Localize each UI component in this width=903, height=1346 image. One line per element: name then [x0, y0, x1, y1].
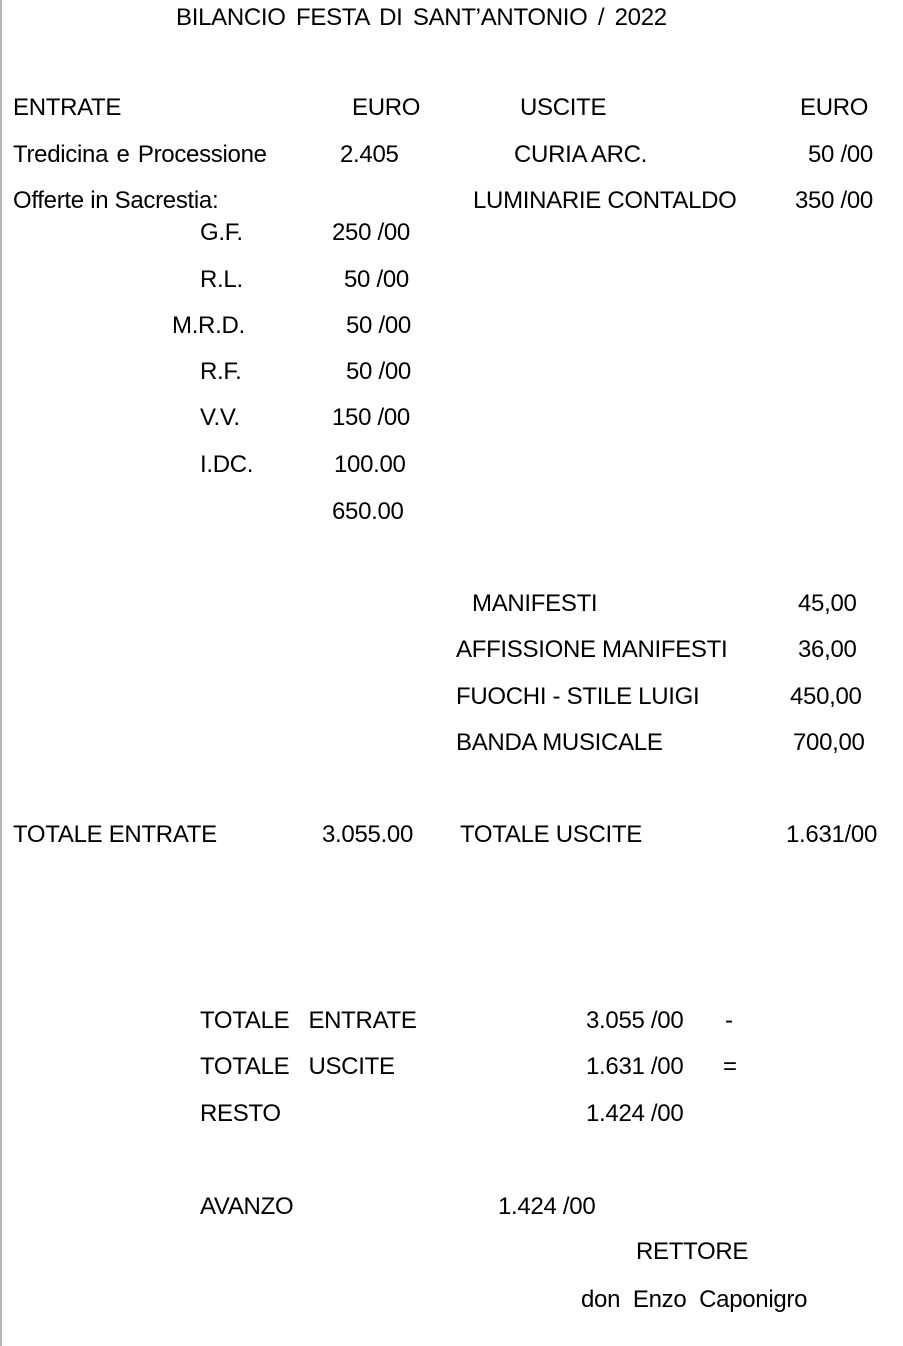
uscite-header: USCITE [520, 94, 607, 121]
summary-operator: = [723, 1053, 737, 1080]
summary-operator: - [725, 1007, 733, 1034]
uscita-value: 36,00 [798, 636, 857, 663]
tredicina-label: Tredicina e Processione [13, 141, 267, 168]
avanzo-value: 1.424 /00 [498, 1193, 596, 1220]
offerta-name: I.DC. [200, 451, 254, 478]
uscita-name: FUOCHI - STILE LUIGI [456, 683, 700, 710]
offerte-label: Offerte in Sacrestia: [13, 187, 219, 214]
page-title: BILANCIO FESTA DI SANT’ANTONIO / 2022 [176, 4, 667, 31]
offerta-value: 100.00 [334, 451, 406, 478]
entrate-header: ENTRATE [13, 94, 122, 121]
summary-label: TOTALE USCITE [200, 1053, 395, 1080]
uscita-name: BANDA MUSICALE [456, 729, 663, 756]
uscita-value: 350 /00 [795, 187, 873, 214]
page-left-border [0, 0, 2, 1346]
totale-entrate-label: TOTALE ENTRATE [13, 821, 217, 848]
offerta-name: G.F. [200, 219, 243, 246]
uscita-value: 700,00 [793, 729, 865, 756]
uscita-name: LUMINARIE CONTALDO [473, 187, 737, 214]
offerta-name: R.L. [200, 266, 243, 293]
signature-role: RETTORE [636, 1238, 749, 1265]
offerta-value: 250 /00 [332, 219, 410, 246]
uscita-value: 45,00 [798, 590, 857, 617]
offerta-name: M.R.D. [172, 312, 245, 339]
uscite-euro-header: EURO [800, 94, 869, 121]
offerta-name: V.V. [200, 404, 240, 431]
uscita-name: MANIFESTI [472, 590, 598, 617]
summary-value: 1.631 /00 [586, 1053, 684, 1080]
offerta-value: 150 /00 [332, 404, 410, 431]
offerta-value: 50 /00 [346, 358, 411, 385]
avanzo-label: AVANZO [200, 1193, 294, 1220]
uscita-name: AFFISSIONE MANIFESTI [456, 636, 728, 663]
offerta-value: 50 /00 [344, 266, 409, 293]
offerte-total: 650.00 [332, 498, 404, 525]
offerta-name: R.F. [200, 358, 242, 385]
offerta-value: 50 /00 [346, 312, 411, 339]
summary-value: 3.055 /00 [586, 1007, 684, 1034]
signature-name: don Enzo Caponigro [581, 1286, 808, 1313]
totale-entrate-value: 3.055.00 [322, 821, 414, 848]
summary-label: RESTO [200, 1100, 281, 1127]
summary-label: TOTALE ENTRATE [200, 1007, 417, 1034]
totale-uscite-value: 1.631/00 [786, 821, 878, 848]
tredicina-value: 2.405 [340, 141, 399, 168]
uscita-value: 50 /00 [808, 141, 873, 168]
uscita-value: 450,00 [790, 683, 862, 710]
totale-uscite-label: TOTALE USCITE [460, 821, 642, 848]
entrate-euro-header: EURO [352, 94, 421, 121]
summary-value: 1.424 /00 [586, 1100, 684, 1127]
uscita-name: CURIA ARC. [514, 141, 648, 168]
